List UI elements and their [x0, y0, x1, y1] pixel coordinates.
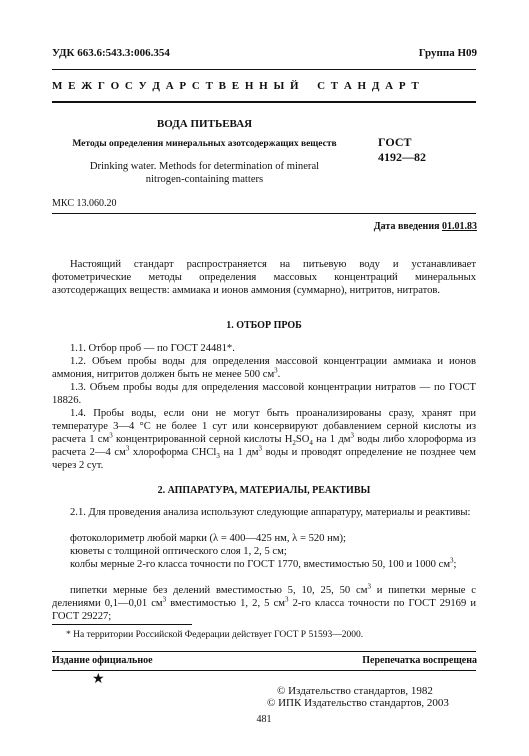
footer-rule	[52, 651, 476, 652]
item-photocolorimeter: фотоколориметр любой марки (λ = 400—425 нм, λ = 520 нм);	[70, 533, 346, 544]
section-2-heading: 2. АППАРАТУРА, МАТЕРИАЛЫ, РЕАКТИВЫ	[157, 485, 371, 496]
english-title-line-2: nitrogen-containing matters	[145, 174, 264, 185]
intro-paragraph: Настоящий стандарт распространяется на питьевую воду и устанавливает фотометрические методы определения массовых концентраций минеральных азотсодержащих веществ: аммиака и ионов аммония (суммарно), нитритов, нитратов.	[52, 259, 476, 296]
english-title	[52, 160, 357, 186]
reprint-notice: Перепечатка воспрещена	[362, 655, 477, 666]
banner-rule	[52, 101, 476, 103]
top-rule	[52, 69, 476, 70]
section-1-heading: 1. ОТБОР ПРОБ	[226, 320, 302, 331]
footnote-rule	[52, 624, 192, 625]
clause-2-1: 2.1. Для проведения анализа используют следующие аппаратуру, материалы и реактивы:	[70, 507, 471, 518]
item-pipettes: пипетки мерные без делений вместимостью 5, 10, 25, 50 $см^3$ и пипетки мерные с делениями 0,1—0,01 $см^3$ вместимостью 1, 2, 5 $см^3$ 2-го класса точности по ГОСТ 29169 и ГОСТ 29227;	[52, 582, 477, 622]
group-code: Группа Н09	[418, 47, 477, 59]
clause-1-1: 1.1. Отбор проб — по ГОСТ 24481*.	[70, 343, 235, 354]
footer-rule-2	[52, 670, 476, 671]
footnote: * На территории Российской Федерации действует ГОСТ Р 51593—2000.	[66, 630, 364, 640]
introduction-date	[374, 221, 477, 232]
copyright-line-2: © ИПК Издательство стандартов, 2003	[267, 697, 449, 709]
intro-date-value: 01.01.83	[442, 221, 477, 232]
doc-title: ВОДА ПИТЬЕВАЯ	[156, 118, 253, 130]
mks-code: МКС 13.060.20	[52, 198, 117, 209]
clause-1-2: 1.2. Объем пробы воды для определения массовой концентрации аммиака и ионов аммония, нитритов должен быть не менее 500 $см^3$.	[52, 356, 476, 380]
english-title-line-1: Drinking water. Methods for determination of mineral	[89, 161, 320, 172]
clause-1-4: 1.4. Пробы воды, если они не могут быть проанализированы сразу, хранят при температуре 3—4 °С не более 1 сут или консервируют добавлением серной кислоты из расчета 1 $см^3$ концентрированной серной кислоты $H_2SO_4$ на 1 $дм^3$ воды либо хлороформа из расчета 2—4 $см^3$ хлороформа CHCl$_3$ на 1 $дм^3$ воды и проводят определение не позднее чем через 2 сут.	[52, 408, 476, 471]
copyright	[267, 685, 477, 709]
doc-subtitle: Методы определения минеральных азотсодержащих веществ	[72, 139, 337, 149]
copyright-line-1: © Издательство стандартов, 1982	[277, 685, 433, 697]
gost-designation	[378, 135, 426, 165]
star-icon: ★	[92, 672, 105, 687]
udk-code: УДК 663.6:543.3:006.354	[52, 47, 170, 59]
item-cuvettes: кюветы с толщиной оптического слоя 1, 2, 5 см;	[70, 546, 287, 557]
official-edition: Издание официальное	[52, 655, 153, 666]
intro-date-label: Дата введения	[373, 221, 440, 232]
standard-banner: М Е Ж Г О С У Д А Р С Т В Е Н Н Ы Й С Т А Н Д А Р Т	[52, 80, 421, 92]
clause-1-3: 1.3. Объем пробы воды для определения массовой концентрации нитратов — по ГОСТ 18826.	[52, 382, 476, 406]
gost-number: 4192—82	[378, 150, 426, 164]
page-number: 481	[256, 714, 272, 725]
gost-label: ГОСТ	[378, 135, 412, 149]
item-volumetric-flasks: колбы мерные 2-го класса точности по ГОСТ 1770, вместимостью 50, 100 и 1000 $см^3$;	[70, 556, 457, 570]
mks-rule	[52, 213, 476, 214]
